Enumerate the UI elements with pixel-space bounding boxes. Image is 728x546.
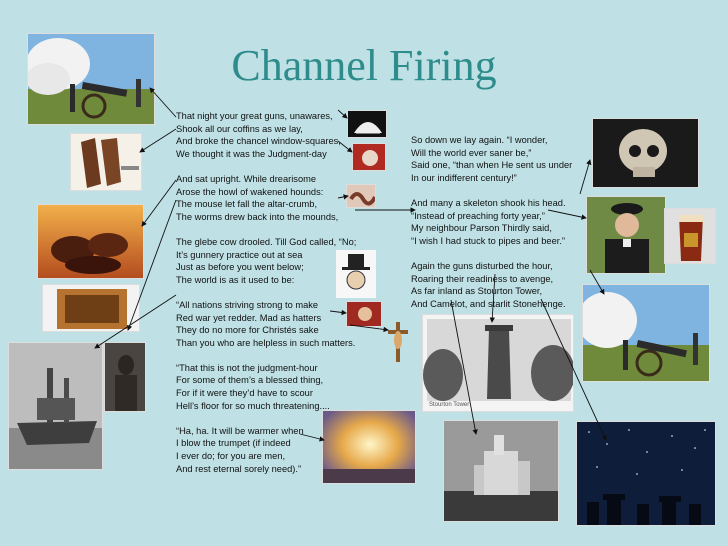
poem-line: And rest eternal sorely need).” [176,463,302,474]
hounds-painting [37,204,144,279]
poem-line: I blow the trumpet (if indeed [176,438,291,449]
poem-line: So down we lay again. “I wonder, [411,135,548,145]
dark-figure-image [104,342,146,412]
poem-line: Will the world ever saner be,” [411,147,532,158]
poem-line: It’s gunnery practice out at sea [176,249,303,260]
stonehenge-night-photo [576,421,716,526]
camelot-engraving [443,420,559,522]
battleship-engraving [8,342,103,470]
poem-line: “Instead of preaching forty year,” [411,210,545,221]
poem-line: Hell’s floor for so much threatening.... [176,400,330,411]
poem-line: And many a skeleton shook his head. [411,197,566,208]
wooden-coffin-image [42,284,140,332]
poem-line: For if it were they’d have to scour [176,388,313,399]
poem-line: For some of them’s a blessed thing, [176,375,324,386]
arrow-skull [580,160,590,194]
poem-stanza [176,110,356,160]
poem-right-column [411,134,572,323]
poem-line: And Camelot, and starlit Stonehenge. [411,298,566,309]
poem-line: We thought it was the Judgment-day [176,148,327,159]
worm-icon [346,184,376,208]
poem-line: As far inland as Stourton Tower, [411,286,543,297]
poem-line: In our indifferent century!” [411,172,517,183]
heaven-painting [322,410,416,484]
christ-icon [346,301,382,327]
arrow-coffins [140,129,176,152]
cannon-photo [27,33,155,125]
poem-line: Said one, “than when He sent us under [411,160,573,171]
poem-stanza [411,197,572,247]
altar-icon [352,143,386,171]
poem-line: My neighbour Parson Thirdly said, [411,223,552,234]
poem-stanza [176,362,356,412]
beer-image [664,208,716,264]
poem-line: That night your great guns, unawares, [176,111,333,121]
crucifix-icon [386,320,410,362]
poem-line: Red war yet redder. Mad as hatters [176,312,322,323]
stourton-tower-photo [422,314,574,412]
poem-line: Arose the howl of wakened hounds: [176,186,324,197]
parson-photo [586,196,666,274]
arrow-hounds [142,180,176,226]
window-icon [347,110,387,138]
skull-image [592,118,699,188]
poem-line: Roaring their readiness to avenge, [411,273,554,284]
poem-line: And sat upright. While drearisome [176,173,317,184]
poem-line: The mouse let fall the altar-crumb, [176,199,318,210]
poem-line: “Ha, ha. It will be warmer when [176,425,304,436]
poem-stanza [176,299,356,349]
poem-stanza [411,134,572,184]
poem-line: The glebe cow drooled. Till God called, “No; [176,236,357,247]
poem-line: Shook all our coffins as we lay, [176,123,303,134]
cannon-photo-right [582,284,710,382]
poem-line: “All nations striving strong to make [176,299,319,310]
poem-line: Just as before you went below; [176,262,304,273]
poem-line: I ever do; for you are men, [176,451,286,462]
coffins-image [70,133,142,191]
poem-line: The world is as it used to be: [176,274,295,285]
poem-stanza [176,236,356,286]
mad-hatter-icon [336,250,376,298]
poem-stanza [411,260,572,310]
slide-title: Channel Firing [231,41,497,90]
poem-stanza [176,173,356,223]
poem-line: “I wish I had stuck to pipes and beer.” [411,235,565,246]
poem-line: They do no more for Christés sake [176,325,319,336]
poem-line: And broke the chancel window-squares, [176,136,341,147]
poem-line: Than you who are helpless in such matters. [176,337,356,348]
poem-line: The worms drew back into the mounds, [176,211,339,222]
poem-line: Again the guns disturbed the hour, [411,260,553,271]
poem-line: “That this is not the judgment-hour [176,362,318,373]
tower-caption: Stourton Tower [429,402,470,408]
